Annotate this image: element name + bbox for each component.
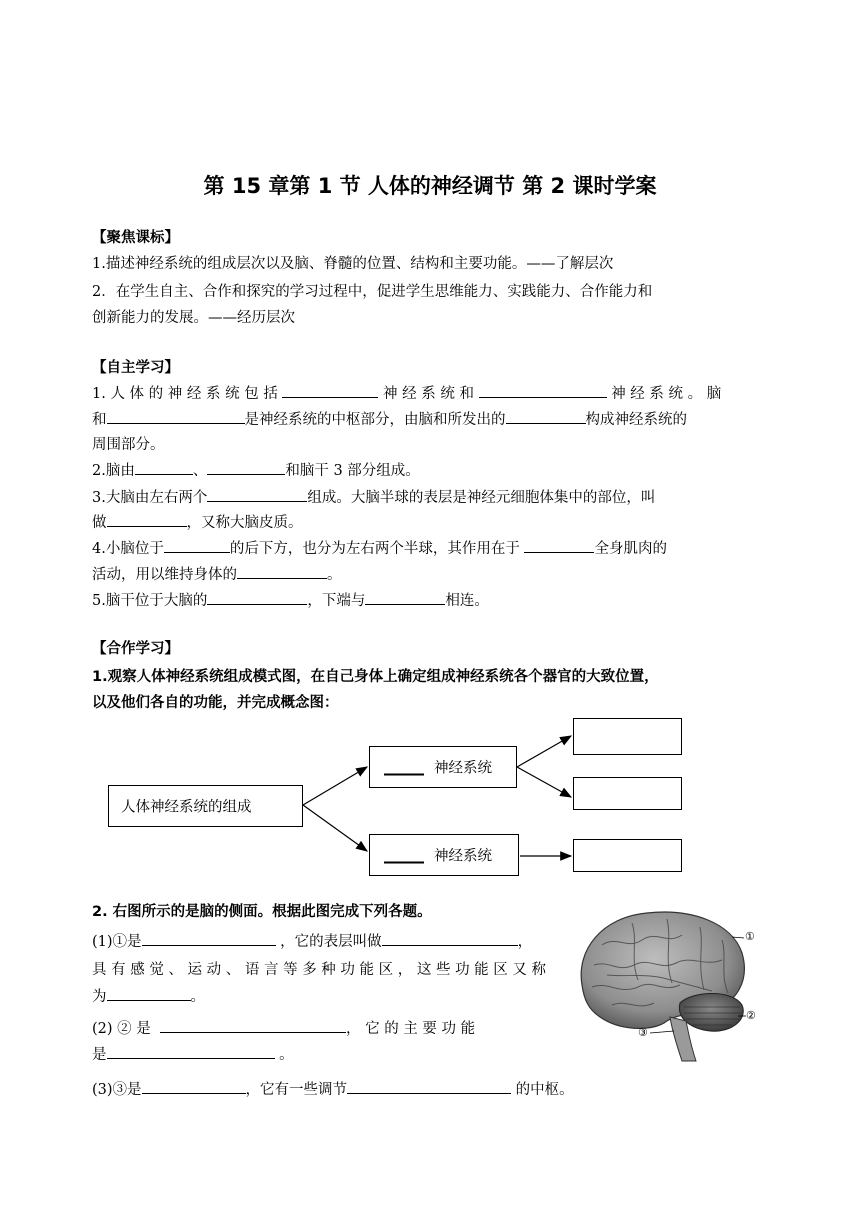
arrow bbox=[303, 805, 367, 851]
answer-blank[interactable] bbox=[347, 1078, 511, 1094]
p2-text-b: ， 它 的 主 要 功 能 bbox=[345, 1021, 476, 1037]
answer-blank[interactable] bbox=[142, 1078, 246, 1094]
self-q2-text-c: 和脑干 3 部分组成。 bbox=[285, 463, 420, 479]
cerebellum-shape bbox=[679, 994, 743, 1032]
p3-text-c: 的中枢。 bbox=[515, 1082, 574, 1098]
focus-item-2b: 创新能力的发展。——经历层次 bbox=[92, 310, 295, 326]
coop-q2-p1-line3 bbox=[92, 985, 562, 1009]
coop-heading: 【合作学习】 bbox=[92, 641, 179, 657]
label-1: ① bbox=[745, 930, 755, 943]
brain-illustration bbox=[572, 905, 782, 1065]
self-q1-text-f: 构成神经系统的 bbox=[585, 412, 687, 428]
coop-q1-line1: 1.观察人体神经系统组成模式图，在自己身体上确定组成神经系统各个器官的大致位置， bbox=[92, 669, 659, 685]
self-q4-text-e: 。 bbox=[327, 567, 342, 583]
coop-q2-p1-line2: 具 有 感 觉 、 运 动 、 语 言 等 多 种 功 能 区 ， 这 些 功 能 区 又 称 bbox=[92, 962, 547, 978]
p3-text-a: (3)③是 bbox=[92, 1082, 142, 1098]
self-q1-line3: 周围部分。 bbox=[92, 437, 165, 453]
self-q5-text-b: ，下端与 bbox=[307, 593, 366, 609]
self-q1-text-b: 神 经 系 统 和 bbox=[383, 386, 474, 402]
self-q3-text-a: 3.大脑由左右两个 bbox=[92, 490, 208, 506]
self-q1-text-e: 是神经系统的中枢部分，由脑和所发出的 bbox=[244, 412, 506, 428]
answer-blank[interactable] bbox=[142, 930, 276, 946]
p1-text-c: ， bbox=[517, 934, 533, 950]
diagram-answer-box-3[interactable] bbox=[573, 839, 682, 872]
answer-blank[interactable] bbox=[382, 930, 518, 946]
self-q3-text-d: ，又称大脑皮质。 bbox=[186, 515, 303, 531]
self-q4-text-b: 的后下方，也分为左右两个半球，其作用在于 bbox=[229, 541, 520, 557]
label-2: ② bbox=[746, 1009, 756, 1022]
answer-blank[interactable] bbox=[107, 1043, 275, 1059]
p1-text-a: (1)①是 bbox=[92, 934, 142, 950]
self-study-heading: 【自主学习】 bbox=[92, 360, 179, 376]
p2-text-c: 是 bbox=[92, 1047, 107, 1063]
arrow bbox=[303, 767, 367, 805]
diagram-branch1-label: 神经系统 bbox=[434, 760, 492, 777]
label-3: ③ bbox=[638, 1026, 648, 1039]
self-q4-text-c: 全身肌肉的 bbox=[594, 541, 667, 557]
p1-text-b: ，它的表层叫做 bbox=[280, 934, 382, 950]
answer-blank[interactable] bbox=[384, 850, 424, 864]
coop-q2-heading: 2. 右图所示的是脑的侧面。根据此图完成下列各题。 bbox=[92, 904, 432, 920]
focus-item-1: 1.描述神经系统的组成层次以及脑、脊髓的位置、结构和主要功能。——了解层次 bbox=[92, 256, 614, 272]
p1-text-f: 。 bbox=[190, 989, 205, 1005]
p3-text-b: ，它有一些调节 bbox=[245, 1082, 348, 1098]
self-q1-text-c: 神 经 系 统 。 脑 bbox=[611, 386, 722, 402]
coop-q2-p2-line2 bbox=[92, 1043, 562, 1067]
self-q3-text-b: 组成。大脑半球的表层是神经元细胞体集中的部位，叫 bbox=[307, 490, 656, 506]
diagram-branch2-label: 神经系统 bbox=[434, 848, 492, 865]
coop-q1-line2: 以及他们各自的功能，并完成概念图： bbox=[92, 695, 339, 711]
arrow bbox=[517, 767, 571, 797]
answer-blank[interactable] bbox=[160, 1017, 346, 1033]
coop-q2-p2-line1 bbox=[92, 1017, 568, 1041]
diagram-answer-box-1[interactable] bbox=[573, 718, 682, 755]
coop-q2-p3 bbox=[92, 1078, 692, 1102]
diagram-branch1-box bbox=[369, 746, 517, 788]
self-q3-text-c: 做 bbox=[92, 515, 107, 531]
coop-q2-p1-line1 bbox=[92, 930, 562, 954]
diagram-branch2-box bbox=[369, 834, 519, 876]
focus-heading: 【聚焦课标】 bbox=[92, 230, 179, 246]
diagram-answer-box-2[interactable] bbox=[573, 777, 682, 810]
self-q1-text-d: 和 bbox=[92, 412, 107, 428]
self-q4-text-a: 4.小脑位于 bbox=[92, 541, 164, 557]
self-q5-text-a: 5.脑干位于大脑的 bbox=[92, 593, 208, 609]
p1-text-e: 为 bbox=[92, 989, 107, 1005]
focus-item-2a: 2．在学生自主、合作和探究的学习过程中，促进学生思维能力、实践能力、合作能力和 bbox=[92, 284, 653, 300]
page-title: 第 15 章第 1 节 人体的神经调节 第 2 课时学案 bbox=[203, 174, 657, 198]
p2-text-a: (2) ② 是 bbox=[92, 1021, 151, 1037]
answer-blank[interactable] bbox=[107, 985, 191, 1001]
self-q5-text-c: 相连。 bbox=[445, 593, 489, 609]
self-q2-text-b: 、 bbox=[192, 463, 208, 479]
self-q4-text-d: 活动，用以维持身体的 bbox=[92, 567, 237, 583]
p2-text-d: 。 bbox=[279, 1047, 294, 1063]
diagram-root-box bbox=[108, 785, 303, 827]
answer-blank[interactable] bbox=[384, 762, 424, 776]
diagram-root-label: 人体神经系统的组成 bbox=[121, 799, 252, 816]
self-q2-text-a: 2.脑由 bbox=[92, 463, 135, 479]
arrow bbox=[517, 736, 571, 767]
self-q1-text-a: 1. 人 体 的 神 经 系 统 包 括 bbox=[92, 386, 278, 402]
